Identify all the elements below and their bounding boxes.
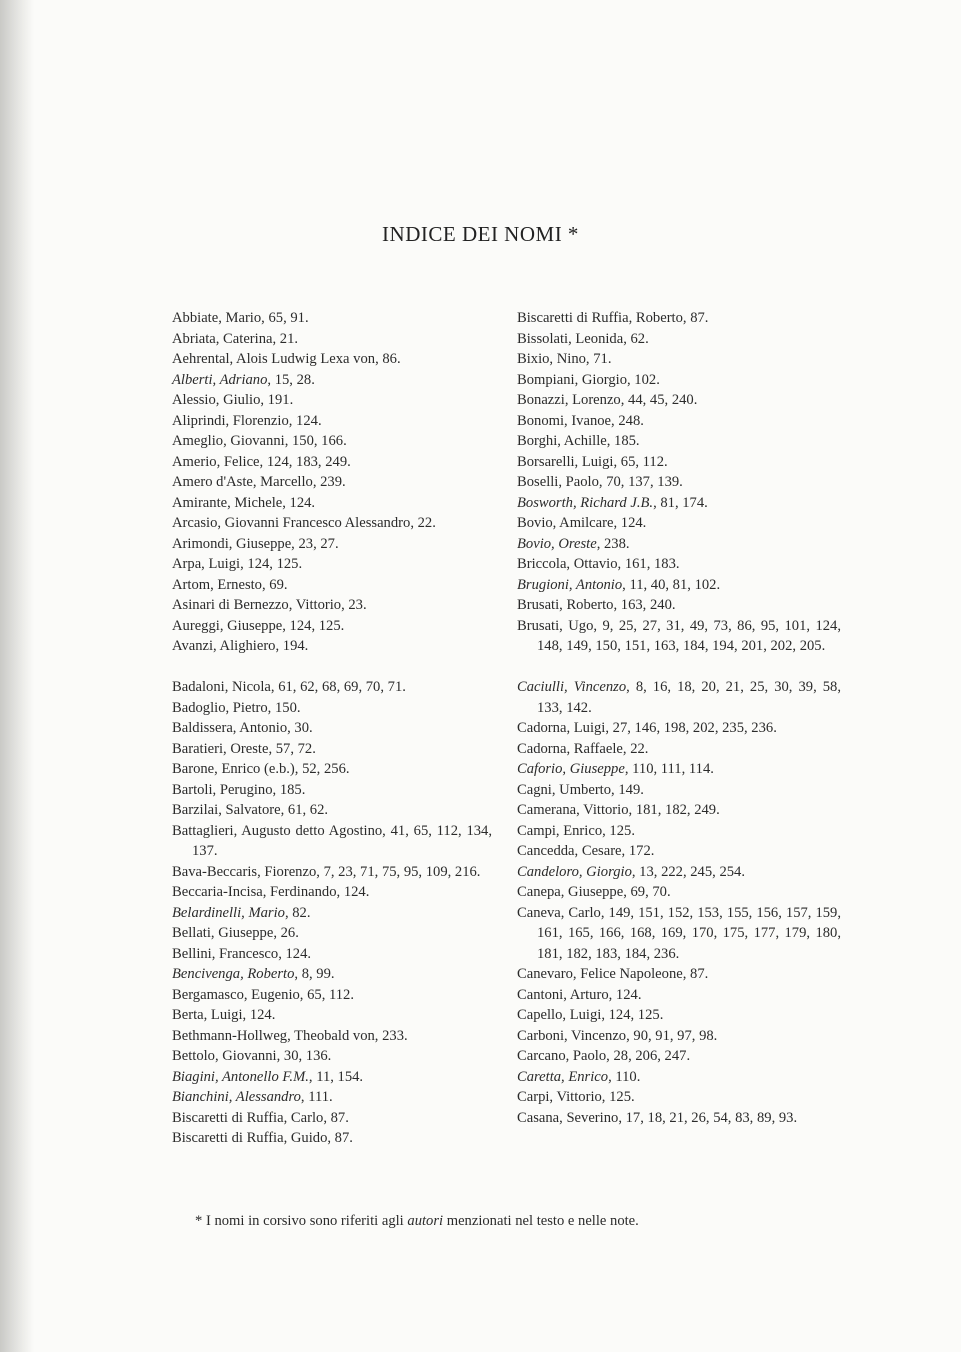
index-entry: Abriata, Caterina, 21. bbox=[172, 330, 299, 347]
entry-pages: 239. bbox=[320, 474, 346, 490]
entry-name: Bosworth, Richard J.B. bbox=[517, 494, 654, 511]
entry-pages: 26. bbox=[280, 925, 299, 941]
index-entry: Amero d'Aste, Marcello, 239. bbox=[172, 474, 346, 490]
index-entry: Amerio, Felice, 124, 183, 249. bbox=[172, 453, 351, 470]
entry-name: Berta, Luigi bbox=[172, 1007, 243, 1023]
entry-pages: 87. bbox=[690, 966, 709, 982]
index-entry: Brusati, Roberto, 163, 240. bbox=[517, 597, 676, 613]
index-entry: Bellati, Giuseppe, 26. bbox=[172, 925, 299, 941]
entry-name: Bovio, Oreste bbox=[517, 535, 597, 552]
entry-name: Bellati, Giuseppe bbox=[172, 925, 274, 941]
entry-pages: 90, 91, 97, 98. bbox=[633, 1027, 718, 1044]
entry-name: Amero d'Aste, Marcello bbox=[172, 474, 313, 490]
entry-pages: 9, 25, 27, 31, 49, 73, 86, 95, 101, 124, 148, 149, 150, 151, 163, 184, 194, 201, 202, 205. bbox=[537, 617, 842, 654]
entry-name: Bonazzi, Lorenzo bbox=[517, 392, 621, 408]
entry-name: Baratieri, Oreste bbox=[172, 740, 269, 757]
entry-name: Beccaria-Incisa, Ferdinando bbox=[172, 884, 337, 900]
entry-name: Bellini, Francesco bbox=[172, 945, 279, 962]
entry-name: Brusati, Roberto bbox=[517, 597, 614, 613]
entry-pages: 124. bbox=[289, 494, 316, 511]
entry-name: Boselli, Paolo bbox=[517, 474, 599, 490]
entry-name: Bissolati, Leonida bbox=[517, 330, 624, 347]
entry-name: Arcasio, Giovanni Francesco Alessandro bbox=[172, 515, 411, 531]
index-entry: Baldissera, Antonio, 30. bbox=[172, 720, 313, 736]
index-entry: Artom, Ernesto, 69. bbox=[172, 576, 288, 593]
entry-name: Canepa, Giuseppe bbox=[517, 884, 624, 900]
footnote-text: * I nomi in corsivo sono riferiti agli bbox=[195, 1213, 408, 1229]
entry-name: Ameglio, Giovanni bbox=[172, 433, 285, 449]
index-entry: Barzilai, Salvatore, 61, 62. bbox=[172, 802, 329, 818]
entry-name: Brugioni, Antonio bbox=[517, 576, 623, 593]
entry-name: Briccola, Ottavio bbox=[517, 556, 618, 572]
entry-name: Biscaretti di Ruffia, Carlo bbox=[172, 1109, 324, 1126]
entry-name: Carpi, Vittorio bbox=[517, 1089, 602, 1105]
index-entry: Briccola, Ottavio, 161, 183. bbox=[517, 556, 680, 572]
entry-pages: 87. bbox=[334, 1130, 353, 1146]
entry-pages: 124. bbox=[249, 1007, 276, 1023]
index-entry: Bixio, Nino, 71. bbox=[517, 351, 612, 367]
index-entry: Canevaro, Felice Napoleone, 87. bbox=[517, 966, 709, 982]
entry-name: Bovio, Amilcare bbox=[517, 515, 614, 531]
entry-pages: 124. bbox=[615, 986, 642, 1003]
entry-name: Amerio, Felice bbox=[172, 453, 260, 470]
entry-name: Aureggi, Giuseppe bbox=[172, 617, 283, 634]
index-entry: Bianchini, Alessandro, 111. bbox=[172, 1089, 333, 1105]
entry-name: Caneva, Carlo bbox=[517, 904, 601, 921]
entry-name: Cantoni, Arturo bbox=[517, 986, 609, 1003]
entry-pages: 124. bbox=[343, 884, 370, 900]
index-entry: Biscaretti di Ruffia, Guido, 87. bbox=[172, 1130, 353, 1146]
index-entry: Avanzi, Alighiero, 194. bbox=[172, 638, 309, 654]
entry-name: Bompiani, Giorgio bbox=[517, 371, 627, 388]
index-entry: Cancedda, Cesare, 172. bbox=[517, 843, 655, 859]
entry-pages: 124, 183, 249. bbox=[266, 453, 351, 470]
index-entry: Badaloni, Nicola, 61, 62, 68, 69, 70, 71. bbox=[172, 679, 406, 695]
entry-name: Capello, Luigi bbox=[517, 1007, 602, 1023]
entry-pages: 65, 112. bbox=[307, 986, 354, 1003]
index-entry: Caforio, Giuseppe, 110, 111, 114. bbox=[517, 761, 714, 777]
index-entry: Belardinelli, Mario, 82. bbox=[172, 904, 311, 921]
entry-pages: 62. bbox=[630, 330, 649, 347]
index-entry: Bergamasco, Eugenio, 65, 112. bbox=[172, 986, 354, 1003]
entry-name: Candeloro, Giorgio bbox=[517, 863, 632, 880]
entry-pages: 86. bbox=[382, 351, 401, 367]
entry-name: Bixio, Nino bbox=[517, 351, 586, 367]
index-entry: Carboni, Vincenzo, 90, 91, 97, 98. bbox=[517, 1027, 718, 1044]
entry-pages: 69. bbox=[269, 576, 288, 593]
index-entry: Bovio, Amilcare, 124. bbox=[517, 515, 647, 531]
entry-pages: 22. bbox=[630, 740, 649, 757]
entry-pages: 82. bbox=[292, 904, 311, 921]
page-title: INDICE DEI NOMI * bbox=[382, 222, 579, 246]
index-entry: Bettolo, Giovanni, 30, 136. bbox=[172, 1048, 332, 1064]
index-column-right bbox=[517, 308, 841, 1128]
entry-name: Alberti, Adriano bbox=[172, 371, 268, 388]
index-entry: Boselli, Paolo, 70, 137, 139. bbox=[517, 474, 683, 490]
index-entry: Borsarelli, Luigi, 65, 112. bbox=[517, 453, 668, 470]
index-entry: Alessio, Giulio, 191. bbox=[172, 392, 294, 408]
entry-name: Cagni, Umberto bbox=[517, 781, 612, 798]
entry-name: Arpa, Luigi bbox=[172, 556, 241, 572]
entry-pages: 125. bbox=[609, 1089, 635, 1105]
entry-pages: 150, 166. bbox=[291, 433, 347, 449]
entry-name: Barzilai, Salvatore bbox=[172, 802, 281, 818]
index-entry: Bava-Beccaris, Fiorenzo, 7, 23, 71, 75, 95, 109, 216. bbox=[172, 863, 481, 880]
entry-pages: 70, 137, 139. bbox=[606, 474, 683, 490]
index-entry: Abbiate, Mario, 65, 91. bbox=[172, 310, 309, 326]
index-column-left bbox=[172, 308, 492, 1149]
index-entry: Bonazzi, Lorenzo, 44, 45, 240. bbox=[517, 392, 698, 408]
entry-name: Bencivenga, Roberto bbox=[172, 966, 295, 982]
entry-name: Artom, Ernesto bbox=[172, 576, 262, 593]
page-binding-shadow bbox=[0, 0, 34, 1352]
entry-name: Bonomi, Ivanoe bbox=[517, 412, 612, 429]
entry-pages: 21. bbox=[279, 330, 299, 347]
entry-name: Aliprindi, Florenzio bbox=[172, 412, 289, 429]
index-entry: Caneva, Carlo, 149, 151, 152, 153, 155, 156, 157, 159, 161, 165, 166, 168, 169, 170, 175, 177, 179, 180, 181, 182, 183, 184, 236. bbox=[517, 904, 841, 962]
entry-pages: 110. bbox=[615, 1068, 641, 1085]
entry-name: Badaloni, Nicola bbox=[172, 679, 271, 695]
entry-name: Badoglio, Pietro bbox=[172, 699, 268, 716]
footnote-emphasis: autori bbox=[407, 1213, 444, 1229]
entry-name: Caretta, Enrico bbox=[517, 1068, 609, 1085]
index-entry: Ameglio, Giovanni, 150, 166. bbox=[172, 433, 347, 449]
entry-pages: 11, 154. bbox=[316, 1068, 364, 1085]
entry-pages: 194. bbox=[282, 638, 309, 654]
entry-pages: 149, 151, 152, 153, 155, 156, 157, 159, 161, 165, 166, 168, 169, 170, 175, 177, 179, 180, 181, 182, 183, 184, 236. bbox=[537, 904, 841, 962]
index-entry: Berta, Luigi, 124. bbox=[172, 1007, 276, 1023]
index-entry: Capello, Luigi, 124, 125. bbox=[517, 1007, 664, 1023]
index-entry: Bosworth, Richard J.B., 81, 174. bbox=[517, 494, 708, 511]
entry-pages: 185. bbox=[279, 781, 306, 798]
index-entry: Caretta, Enrico, 110. bbox=[517, 1068, 641, 1085]
entry-name: Cancedda, Cesare bbox=[517, 843, 622, 859]
entry-pages: 22. bbox=[417, 515, 436, 531]
index-entry: Caciulli, Vincenzo, 8, 16, 18, 20, 21, 25, 30, 39, 58, 133, 142. bbox=[517, 679, 841, 716]
index-entry: Bompiani, Giorgio, 102. bbox=[517, 371, 660, 388]
entry-pages: 87. bbox=[690, 310, 709, 326]
entry-pages: 124. bbox=[285, 945, 312, 962]
index-entry: Borghi, Achille, 185. bbox=[517, 433, 640, 449]
entry-pages: 125. bbox=[609, 822, 635, 839]
index-entry: Alberti, Adriano, 15, 28. bbox=[172, 371, 315, 388]
entry-pages: 17, 18, 21, 26, 54, 83, 89, 93. bbox=[625, 1109, 798, 1126]
entry-pages: 150. bbox=[274, 699, 301, 716]
entry-name: Battaglieri, Augusto detto Agostino bbox=[172, 822, 383, 839]
entry-pages: 87. bbox=[330, 1109, 349, 1126]
index-entry: Amirante, Michele, 124. bbox=[172, 494, 316, 511]
index-entry: Beccaria-Incisa, Ferdinando, 124. bbox=[172, 884, 370, 900]
index-entry: Carcano, Paolo, 28, 206, 247. bbox=[517, 1048, 691, 1064]
index-entry: Carpi, Vittorio, 125. bbox=[517, 1089, 635, 1105]
entry-name: Baldissera, Antonio bbox=[172, 720, 288, 736]
index-entry: Arpa, Luigi, 124, 125. bbox=[172, 556, 303, 572]
entry-pages: 161, 183. bbox=[624, 556, 680, 572]
entry-name: Casana, Severino bbox=[517, 1109, 619, 1126]
index-entry: Bovio, Oreste, 238. bbox=[517, 535, 630, 552]
entry-name: Belardinelli, Mario bbox=[172, 904, 285, 921]
entry-pages: 23. bbox=[348, 597, 367, 613]
entry-name: Borghi, Achille bbox=[517, 433, 607, 449]
index-entry: Cadorna, Raffaele, 22. bbox=[517, 740, 649, 757]
index-entry: Bencivenga, Roberto, 8, 99. bbox=[172, 966, 335, 982]
index-entry: Badoglio, Pietro, 150. bbox=[172, 699, 301, 716]
index-entry: Biscaretti di Ruffia, Carlo, 87. bbox=[172, 1109, 349, 1126]
entry-name: Biagini, Antonello F.M. bbox=[172, 1068, 309, 1085]
entry-pages: 149. bbox=[618, 781, 644, 798]
entry-pages: 172. bbox=[628, 843, 655, 859]
index-entry: Cadorna, Luigi, 27, 146, 198, 202, 235, 236. bbox=[517, 720, 777, 736]
entry-pages: 238. bbox=[604, 535, 630, 552]
index-entry: Arimondi, Giuseppe, 23, 27. bbox=[172, 535, 339, 552]
entry-pages: 15, 28. bbox=[274, 371, 315, 388]
entry-pages: 124, 125. bbox=[247, 556, 303, 572]
entry-name: Barone, Enrico (e.b.) bbox=[172, 761, 295, 777]
entry-pages: 27, 146, 198, 202, 235, 236. bbox=[612, 720, 777, 736]
entry-pages: 11, 40, 81, 102. bbox=[629, 576, 721, 593]
index-entry: Bartoli, Perugino, 185. bbox=[172, 781, 306, 798]
index-entry: Brusati, Ugo, 9, 25, 27, 31, 49, 73, 86, 95, 101, 124, 148, 149, 150, 151, 163, 184, 194, 201, 202, 205. bbox=[517, 617, 842, 654]
index-entry: Bonomi, Ivanoe, 248. bbox=[517, 412, 644, 429]
entry-pages: 185. bbox=[614, 433, 640, 449]
index-entry: Baratieri, Oreste, 57, 72. bbox=[172, 740, 316, 757]
index-entry: Bissolati, Leonida, 62. bbox=[517, 330, 649, 347]
index-entry: Aureggi, Giuseppe, 124, 125. bbox=[172, 617, 345, 634]
entry-pages: 61, 62, 68, 69, 70, 71. bbox=[278, 679, 406, 695]
index-entry: Bellini, Francesco, 124. bbox=[172, 945, 312, 962]
index-entry: Casana, Severino, 17, 18, 21, 26, 54, 83, 89, 93. bbox=[517, 1109, 798, 1126]
entry-name: Amirante, Michele bbox=[172, 494, 283, 511]
index-entry: Battaglieri, Augusto detto Agostino, 41, 65, 112, 134, 137. bbox=[172, 822, 492, 859]
entry-pages: 124. bbox=[296, 412, 322, 429]
index-entry: Cagni, Umberto, 149. bbox=[517, 781, 644, 798]
footnote-text-end: menzionati nel testo e nelle note. bbox=[443, 1213, 639, 1229]
entry-name: Arimondi, Giuseppe bbox=[172, 535, 292, 552]
entry-name: Brusati, Ugo bbox=[517, 617, 594, 634]
entry-pages: 52, 256. bbox=[302, 761, 350, 777]
entry-pages: 30, 136. bbox=[283, 1048, 332, 1064]
entry-pages: 44, 45, 240. bbox=[628, 392, 698, 408]
index-entry: Barone, Enrico (e.b.), 52, 256. bbox=[172, 761, 350, 777]
entry-name: Bianchini, Alessandro bbox=[172, 1089, 301, 1105]
entry-name: Carcano, Paolo bbox=[517, 1048, 607, 1064]
entry-name: Bettolo, Giovanni bbox=[172, 1048, 277, 1064]
entry-pages: 102. bbox=[634, 371, 660, 388]
entry-pages: 124, 125. bbox=[289, 617, 345, 634]
entry-pages: 81, 174. bbox=[660, 494, 708, 511]
entry-pages: 23, 27. bbox=[298, 535, 339, 552]
entry-pages: 28, 206, 247. bbox=[613, 1048, 691, 1064]
entry-pages: 57, 72. bbox=[275, 740, 316, 757]
entry-name: Bartoli, Perugino bbox=[172, 781, 273, 798]
entry-name: Bava-Beccaris, Fiorenzo bbox=[172, 863, 317, 880]
entry-pages: 110, 111, 114. bbox=[632, 761, 714, 777]
entry-pages: 13, 222, 245, 254. bbox=[639, 863, 745, 880]
entry-name: Caciulli, Vincenzo bbox=[517, 679, 627, 695]
entry-pages: 69, 70. bbox=[630, 884, 671, 900]
index-entry: Bethmann-Hollweg, Theobald von, 233. bbox=[172, 1027, 408, 1044]
entry-name: Bergamasco, Eugenio bbox=[172, 986, 300, 1003]
entry-pages: 181, 182, 249. bbox=[635, 802, 720, 818]
entry-pages: 124, 125. bbox=[608, 1007, 664, 1023]
index-entry: Biscaretti di Ruffia, Roberto, 87. bbox=[517, 310, 709, 326]
entry-pages: 248. bbox=[618, 412, 644, 429]
index-entry: Asinari di Bernezzo, Vittorio, 23. bbox=[172, 597, 367, 613]
entry-pages: 65, 91. bbox=[268, 310, 309, 326]
entry-pages: 124. bbox=[620, 515, 647, 531]
entry-name: Campi, Enrico bbox=[517, 822, 603, 839]
entry-pages: 8, 99. bbox=[301, 966, 335, 982]
entry-name: Bethmann-Hollweg, Theobald von bbox=[172, 1027, 375, 1044]
footnote bbox=[195, 1213, 895, 1230]
index-entry: Canepa, Giuseppe, 69, 70. bbox=[517, 884, 671, 900]
entry-pages: 8, 16, 18, 20, 21, 25, 30, 39, 58, 133, 142. bbox=[537, 679, 841, 716]
index-entry: Aliprindi, Florenzio, 124. bbox=[172, 412, 322, 429]
entry-name: Abriata, Caterina bbox=[172, 330, 273, 347]
entry-pages: 163, 240. bbox=[620, 597, 676, 613]
entry-pages: 41, 65, 112, 134, 137. bbox=[192, 822, 492, 859]
entry-name: Camerana, Vittorio bbox=[517, 802, 629, 818]
entry-name: Biscaretti di Ruffia, Guido bbox=[172, 1130, 328, 1146]
entry-name: Canevaro, Felice Napoleone bbox=[517, 966, 683, 982]
index-entry: Camerana, Vittorio, 181, 182, 249. bbox=[517, 802, 720, 818]
index-entry: Campi, Enrico, 125. bbox=[517, 822, 635, 839]
index-entry: Arcasio, Giovanni Francesco Alessandro, 22. bbox=[172, 515, 436, 531]
entry-name: Aehrental, Alois Ludwig Lexa von bbox=[172, 351, 376, 367]
entry-pages: 61, 62. bbox=[287, 802, 329, 818]
entry-pages: 71. bbox=[593, 351, 612, 367]
entry-name: Alessio, Giulio bbox=[172, 392, 261, 408]
index-entry: Candeloro, Giorgio, 13, 222, 245, 254. bbox=[517, 863, 745, 880]
index-entry: Aehrental, Alois Ludwig Lexa von, 86. bbox=[172, 351, 401, 367]
index-entry: Cantoni, Arturo, 124. bbox=[517, 986, 642, 1003]
entry-name: Avanzi, Alighiero bbox=[172, 638, 276, 654]
entry-pages: 191. bbox=[267, 392, 294, 408]
index-entry: Biagini, Antonello F.M., 11, 154. bbox=[172, 1068, 364, 1085]
entry-name: Caforio, Giuseppe bbox=[517, 761, 625, 777]
entry-pages: 7, 23, 71, 75, 95, 109, 216. bbox=[323, 863, 481, 880]
entry-name: Cadorna, Luigi bbox=[517, 720, 606, 736]
entry-name: Borsarelli, Luigi bbox=[517, 453, 614, 470]
entry-name: Cadorna, Raffaele bbox=[517, 740, 623, 757]
entry-pages: 111. bbox=[308, 1089, 333, 1105]
entry-name: Asinari di Bernezzo, Vittorio bbox=[172, 597, 342, 613]
entry-pages: 233. bbox=[382, 1027, 408, 1044]
entry-pages: 65, 112. bbox=[620, 453, 668, 470]
entry-name: Carboni, Vincenzo bbox=[517, 1027, 627, 1044]
entry-name: Biscaretti di Ruffia, Roberto bbox=[517, 310, 683, 326]
index-entry: Brugioni, Antonio, 11, 40, 81, 102. bbox=[517, 576, 721, 593]
entry-pages: 30. bbox=[294, 720, 313, 736]
entry-name: Abbiate, Mario bbox=[172, 310, 262, 326]
